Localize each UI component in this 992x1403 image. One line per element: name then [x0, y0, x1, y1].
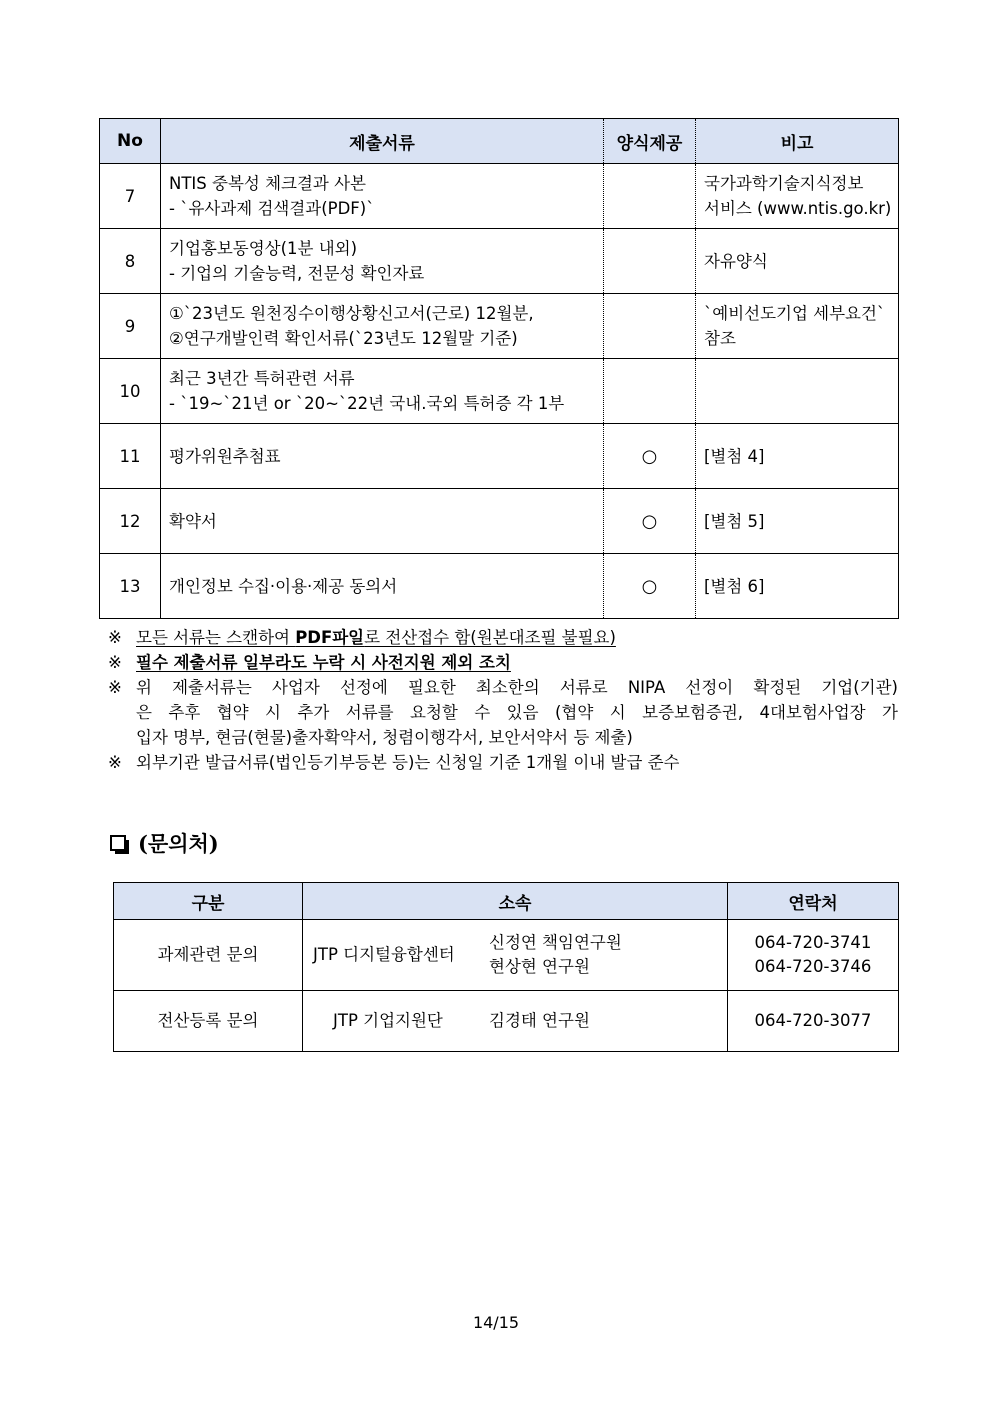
document-name-line: 개인정보 수집·이용·제공 동의서	[169, 576, 398, 596]
header-phone: 연락처	[728, 883, 899, 920]
form-provided-mark: ○	[604, 554, 696, 619]
contact-people	[489, 931, 622, 979]
contact-person: 김경태 연구원	[489, 1011, 590, 1030]
note-text	[136, 650, 898, 675]
remarks	[696, 554, 899, 619]
note-line: 은 추후 협약 시 추가 서류를 요청할 수 있음 (협약 시 보증보험증권, 4대보험사업장 가	[136, 703, 898, 722]
document-name-line: 평가위원추첨표	[169, 446, 281, 466]
remarks-line: [별첨 5]	[704, 511, 765, 531]
form-provided-mark	[604, 164, 696, 229]
table-row	[114, 920, 899, 991]
submission-documents-table	[99, 118, 899, 619]
contact-organization: JTP 기업지원단	[333, 1011, 443, 1030]
document-name	[161, 229, 604, 294]
remarks-line: 국가과학기술지식정보	[704, 174, 864, 193]
table-header-row	[114, 883, 899, 920]
contact-organization: JTP 디지털융합센터	[313, 945, 455, 964]
phone-number: 064-720-3746	[754, 957, 872, 976]
document-name	[161, 164, 604, 229]
contact-phone	[728, 991, 899, 1052]
phone-number: 064-720-3741	[754, 933, 872, 952]
document-name-line: 기업홍보동영상(1분 내외)	[169, 239, 358, 258]
note-item	[108, 675, 898, 750]
contact-category: 전산등록 문의	[114, 991, 303, 1052]
header-document-name: 제출서류	[161, 119, 604, 164]
document-name-line: - `19~`21년 or `20~`22년 국내.국외 특허증 각 1부	[169, 394, 565, 413]
document-name-line: 확약서	[169, 511, 217, 531]
remarks-line: [별첨 6]	[704, 576, 765, 596]
remarks-line: 서비스 (www.ntis.go.kr)	[704, 199, 892, 218]
document-name	[161, 554, 604, 619]
page-number: 14/15	[472, 1313, 520, 1332]
remarks-line: [별첨 4]	[704, 446, 765, 466]
remarks	[696, 424, 899, 489]
contact-table	[113, 882, 899, 1052]
table-row	[100, 294, 899, 359]
note-text: 외부기관 발급서류(법인등기부등본 등)는 신청일 기준 1개월 이내 발급 준수	[136, 753, 680, 772]
document-name	[161, 424, 604, 489]
document-name-line: - 기업의 기술능력, 전문성 확인자료	[169, 264, 425, 283]
table-header-row	[100, 119, 899, 164]
remarks	[696, 489, 899, 554]
reference-mark: ※	[108, 753, 122, 772]
note-item	[108, 750, 898, 775]
document-name	[161, 489, 604, 554]
row-number: 10	[100, 359, 161, 424]
contact-affiliation	[303, 991, 728, 1052]
contact-person: 신정연 책임연구원	[489, 933, 622, 952]
row-number: 7	[100, 164, 161, 229]
form-provided-mark	[604, 294, 696, 359]
note-line: 입자 명부, 현금(현물)출자확약서, 청렴이행각서, 보안서약서 등 제출)	[136, 728, 633, 747]
remarks-line: 자유양식	[704, 251, 768, 271]
table-row	[100, 164, 899, 229]
table-row	[114, 991, 899, 1052]
reference-mark: ※	[108, 653, 122, 672]
note-text-bold: PDF파일	[295, 628, 365, 647]
document-name-line: ①`23년도 원천징수이행상황신고서(근로) 12월분,	[169, 304, 534, 323]
note-text-part: 모든 서류는 스캔하여	[136, 628, 296, 647]
document-name	[161, 294, 604, 359]
note-line: 위 제출서류는 사업자 선정에 필요한 최소한의 서류로 NIPA 선정이 확정된 기업(기관)	[136, 678, 898, 697]
document-name-line: ②연구개발인력 확인서류(`23년도 12월말 기준)	[169, 329, 518, 348]
contact-category: 과제관련 문의	[114, 920, 303, 991]
contact-people	[489, 1009, 590, 1033]
remarks	[696, 164, 899, 229]
reference-mark: ※	[108, 628, 122, 647]
contact-phone	[728, 920, 899, 991]
form-provided-mark: ○	[604, 424, 696, 489]
remarks-line: `예비선도기업 세부요건`	[704, 304, 886, 323]
document-name-line: NTIS 중복성 체크결과 사본	[169, 174, 366, 193]
notes-section	[108, 625, 898, 775]
table-row	[100, 229, 899, 294]
header-no: No	[100, 119, 161, 164]
contact-section-heading	[110, 828, 219, 858]
remarks	[696, 229, 899, 294]
row-number: 11	[100, 424, 161, 489]
header-category: 구분	[114, 883, 303, 920]
checkbox-bullet-icon	[110, 835, 126, 851]
form-provided-mark: ○	[604, 489, 696, 554]
table-row	[100, 424, 899, 489]
contact-heading-text: (문의처)	[138, 831, 219, 856]
contact-affiliation	[303, 920, 728, 991]
row-number: 9	[100, 294, 161, 359]
table-row	[100, 489, 899, 554]
contact-person: 현상현 연구원	[489, 957, 590, 976]
header-remarks: 비고	[696, 119, 899, 164]
reference-mark: ※	[108, 678, 122, 697]
document-name-line: - `유사과제 검색결과(PDF)`	[169, 199, 375, 218]
note-text-bold: 필수 제출서류 일부라도 누락 시 사전지원 제외 조치	[136, 653, 511, 672]
header-affiliation: 소속	[303, 883, 728, 920]
remarks	[696, 294, 899, 359]
table-row	[100, 554, 899, 619]
row-number: 8	[100, 229, 161, 294]
document-name-line: 최근 3년간 특허관련 서류	[169, 369, 355, 388]
phone-number: 064-720-3077	[754, 1011, 872, 1030]
form-provided-mark	[604, 229, 696, 294]
row-number: 12	[100, 489, 161, 554]
document-name	[161, 359, 604, 424]
note-text	[136, 675, 898, 750]
note-item	[108, 625, 898, 650]
remarks-line: 참조	[704, 329, 736, 348]
header-form-provided: 양식제공	[604, 119, 696, 164]
form-provided-mark	[604, 359, 696, 424]
note-item	[108, 650, 898, 675]
remarks	[696, 359, 899, 424]
table-row	[100, 359, 899, 424]
note-text-part: 로 전산접수 함(원본대조필 불필요)	[364, 628, 616, 647]
row-number: 13	[100, 554, 161, 619]
note-text	[136, 625, 898, 650]
